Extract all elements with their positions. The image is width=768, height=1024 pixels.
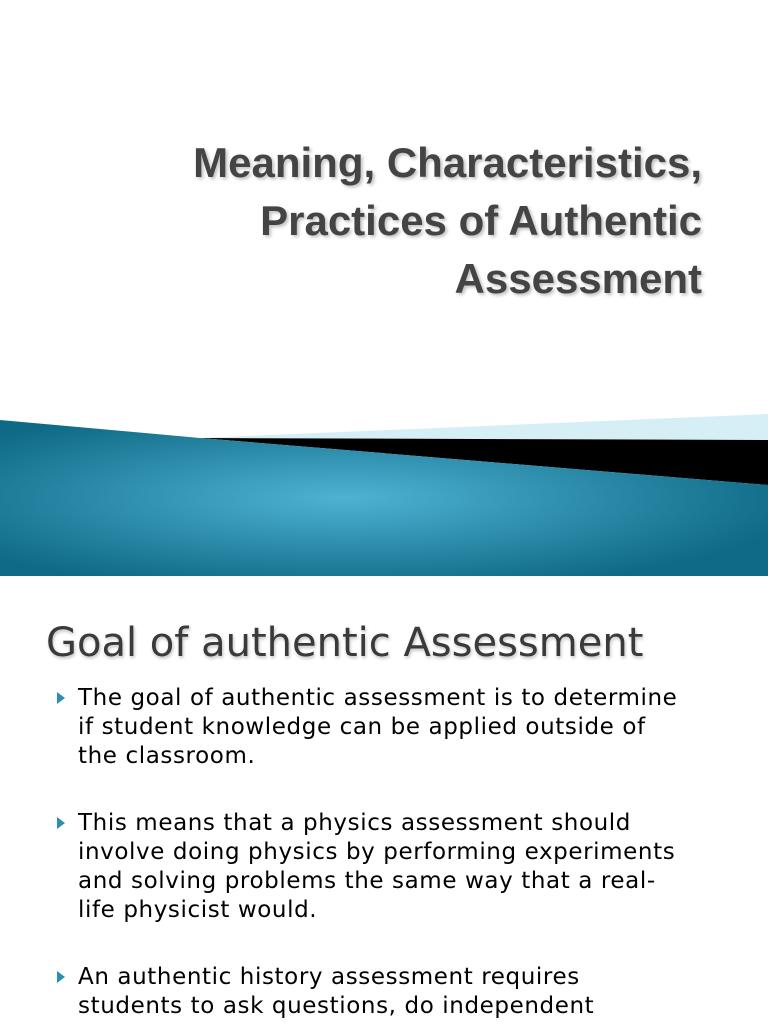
decorative-wave-band	[0, 410, 768, 576]
slide-title	[62, 134, 702, 308]
bullet-text: The goal of authentic assessment is to determine if student knowledge can be applied outside of the classroom.	[78, 685, 678, 769]
bullet-text: An authentic history assessment requires students to ask questions, do independent	[78, 964, 595, 1019]
triangle-right-icon	[56, 692, 66, 704]
list-item	[52, 809, 742, 925]
triangle-right-icon	[56, 971, 66, 983]
title-line-1: Meaning, Characteristics,	[193, 139, 702, 186]
bullet-text: This means that a physics assessment should involve doing physics by performing experiments and solving problems the same way that a real- life physicist would.	[78, 810, 676, 923]
triangle-right-icon	[56, 817, 66, 829]
bullet-list	[52, 684, 742, 1024]
list-item	[52, 963, 742, 1021]
slide-heading: Goal of authentic Assessment	[46, 620, 644, 666]
title-line-3: Assessment	[454, 255, 702, 302]
content-slide	[0, 576, 768, 1024]
title-line-2: Practices of Authentic	[260, 197, 702, 244]
light-stripe	[200, 414, 768, 440]
list-item	[52, 684, 742, 771]
